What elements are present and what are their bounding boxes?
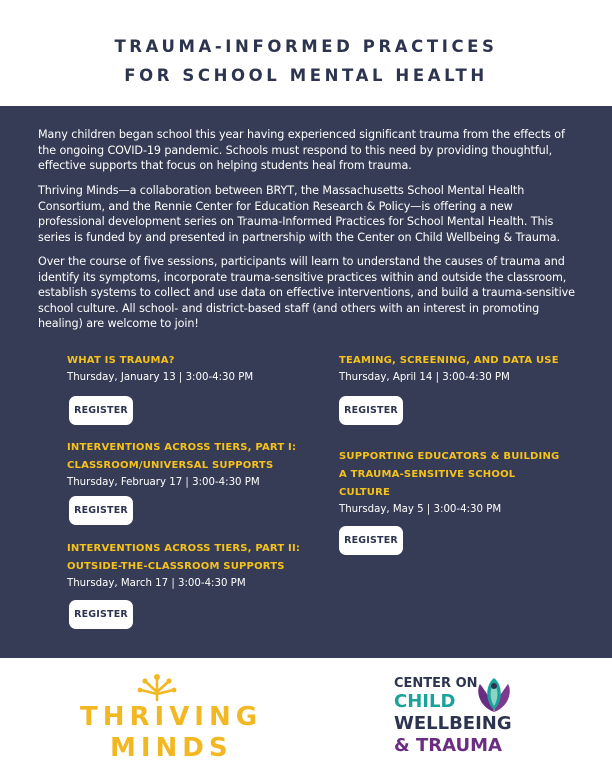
session-1 <box>67 352 253 386</box>
center-on-child-wellbeing-logo <box>392 676 562 774</box>
session-3 <box>67 540 300 592</box>
logo-text-center-on: CENTER ON <box>394 676 478 691</box>
session-date: Thursday, May 5 | 3:00-4:30 PM <box>339 504 502 515</box>
logo-text-trauma: & TRAUMA <box>394 735 502 756</box>
session-date: Thursday, March 17 | 3:00-4:30 PM <box>67 578 246 589</box>
sunburst-icon <box>137 672 177 702</box>
session-title: INTERVENTIONS ACROSS TIERS, PART II: <box>67 543 301 554</box>
session-title: A TRAUMA-SENSITIVE SCHOOL <box>339 469 516 480</box>
session-date: Thursday, April 14 | 3:00-4:30 PM <box>339 372 510 383</box>
logo-text-child: CHILD <box>394 691 456 712</box>
session-5 <box>339 448 559 518</box>
session-4 <box>339 352 559 386</box>
session-title: WHAT IS TRAUMA? <box>67 355 175 366</box>
session-2 <box>67 439 296 491</box>
thriving-minds-logo <box>78 672 263 767</box>
intro-paragraph-1: Many children began school this year having experienced significant trauma from the effects of the ongoing COVID-19 pandemic. Schools must respond to this need by providing thoughtful, effective supports that focus on helping students heal from trauma. <box>38 128 565 172</box>
page-title-line-1: TRAUMA-INFORMED PRACTICES <box>114 37 498 56</box>
session-title: OUTSIDE-THE-CLASSROOM SUPPORTS <box>67 561 285 572</box>
session-title: CULTURE <box>339 487 391 498</box>
register-button-session-5[interactable]: REGISTER <box>339 526 403 555</box>
session-title: CLASSROOM/UNIVERSAL SUPPORTS <box>67 460 274 471</box>
session-date: Thursday, January 13 | 3:00-4:30 PM <box>67 372 254 383</box>
session-title: INTERVENTIONS ACROSS TIERS, PART I: <box>67 442 297 453</box>
register-button-session-3[interactable]: REGISTER <box>69 600 133 629</box>
register-button-session-4[interactable]: REGISTER <box>339 396 403 425</box>
session-title: SUPPORTING EDUCATORS & BUILDING <box>339 451 560 462</box>
session-date: Thursday, February 17 | 3:00-4:30 PM <box>67 477 260 488</box>
logo-text-thriving: THRIVING <box>80 702 263 732</box>
lotus-leaf-icon <box>472 676 516 716</box>
footer <box>0 658 612 779</box>
content-panel <box>0 106 612 658</box>
header <box>0 0 612 106</box>
page-title-line-2: FOR SCHOOL MENTAL HEALTH <box>124 66 488 85</box>
register-button-session-2[interactable]: REGISTER <box>69 496 133 525</box>
session-title: TEAMING, SCREENING, AND DATA USE <box>339 355 559 366</box>
register-button-session-1[interactable]: REGISTER <box>69 396 133 425</box>
logo-text-wellbeing: WELLBEING <box>394 713 512 734</box>
intro-paragraph-2: Thriving Minds—a collaboration between BRYT, the Massachusetts School Mental Health Consortium, and the Rennie Center for Education Research & Policy—is offering a new professional development series on Trauma-Informed Practices for School Mental Health. This series is funded by and presented in partnership with the Center on Child Wellbeing & Trauma. <box>38 184 560 244</box>
logo-text-minds: MINDS <box>110 733 233 763</box>
intro-paragraph-3: Over the course of five sessions, participants will learn to understand the causes of trauma and identify its symptoms, incorporate trauma-sensitive practices within and outside the classroom, establish systems to collect and use data on effective interventions, and build a trauma-sensitive school culture. All school- and district-based staff (and others with an interest in promoting healing) are welcome to join! <box>38 255 575 330</box>
